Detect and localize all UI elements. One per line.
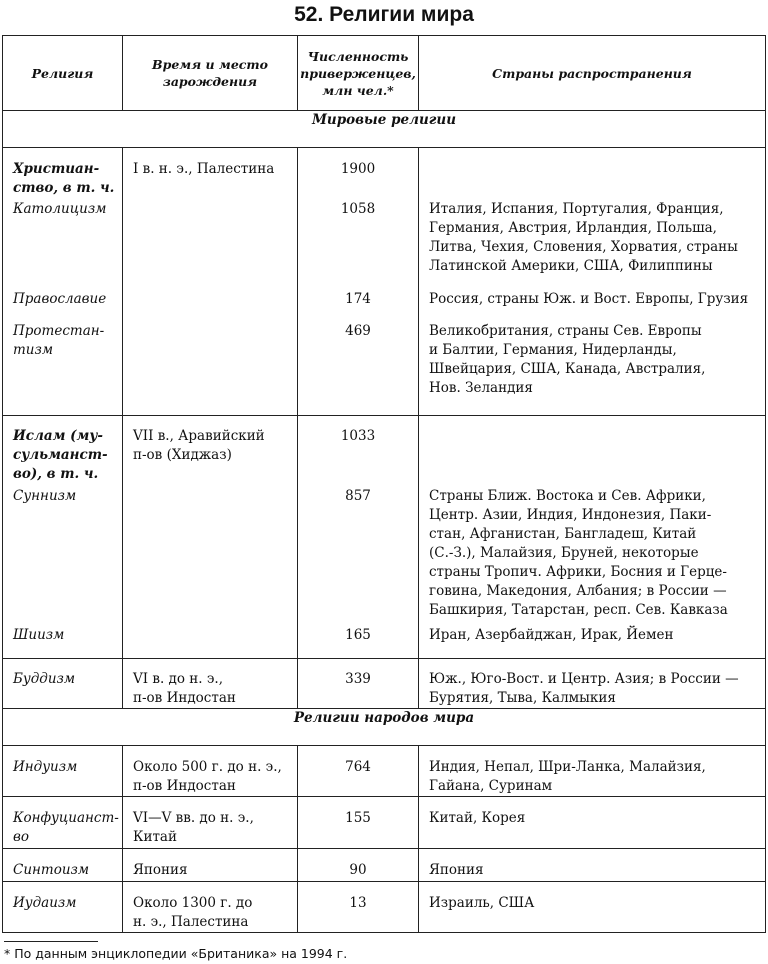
header-followers: Численность приверженцев, млн чел.* (298, 36, 419, 111)
religions-table (2, 35, 766, 933)
countries-cell: Юж., Юго-Вост. и Центр. Азия; в России — Бурятия, Тыва, Калмыкия (429, 671, 739, 706)
origin-cell: I в. н. э., Палестина (133, 161, 275, 177)
footnote: * По данным энциклопедии «Британика» на 1994 г. (4, 946, 348, 961)
section-row-world (3, 111, 766, 148)
origin-cell: VI—V вв. до н. э., Китай (133, 810, 254, 845)
countries-cell: Россия, страны Юж. и Вост. Европы, Грузия (429, 291, 749, 307)
table-row-judaism (3, 882, 766, 933)
followers-cell: 469 (345, 323, 371, 339)
followers-cell: 155 (345, 810, 371, 826)
table-row-christianity (3, 148, 766, 416)
followers-cell: 764 (345, 759, 371, 775)
countries-cell: Иран, Азербайджан, Ирак, Йемен (429, 627, 674, 643)
followers-cell: 1900 (340, 161, 376, 177)
countries-cell: Италия, Испания, Португалия, Франция, Германия, Австрия, Ирландия, Польша, Литва, Чехия, Словения, Хорватия, страны Латинской Америки, США, Филиппины (429, 201, 738, 274)
countries-cell: Япония (429, 862, 484, 878)
origin-cell: Около 500 г. до н. э., п-ов Индостан (133, 759, 282, 794)
religion-name: Синтоизм (13, 862, 90, 878)
followers-cell: 1058 (340, 201, 376, 217)
followers-cell: 857 (345, 488, 371, 504)
page-title: 52. Религии мира (294, 3, 474, 26)
table-row-islam (3, 416, 766, 659)
header-countries: Страны распространения (419, 36, 766, 111)
religion-name: Иудаизм (13, 895, 77, 911)
table-header-row (3, 36, 766, 111)
countries-cell: Страны Ближ. Востока и Сев. Африки, Центр. Азии, Индия, Индонезия, Паки- стан, Афганистан, Бангладеш, Китай (С.-З.), Малайзия, Бруней, некоторые страны Тропич. Африки, Босния и Герце- говина, Македония, Албания; в России — Башкирия, Татарстан, респ. Сев. Кавказа (429, 488, 728, 618)
followers-cell: 90 (349, 862, 367, 878)
footnote-divider (4, 941, 98, 942)
religion-name: Суннизм (13, 488, 77, 504)
table-row-confucianism (3, 797, 766, 849)
countries-cell: Великобритания, страны Сев. Европы и Балтии, Германия, Нидерланды, Швейцария, США, Канада, Австралия, Нов. Зеландия (429, 323, 706, 396)
religion-name: Конфуцианст- во (13, 810, 119, 845)
religion-name: Ислам (му- сульманст- во), в т. ч. (13, 428, 108, 482)
countries-cell: Индия, Непал, Шри-Ланка, Малайзия, Гайана, Суринам (429, 759, 706, 794)
origin-cell: VII в., Аравийский п-ов (Хиджаз) (133, 428, 265, 463)
religion-name: Православие (13, 291, 107, 307)
origin-cell: VI в. до н. э., п-ов Индостан (133, 671, 236, 706)
countries-cell: Китай, Корея (429, 810, 526, 826)
religion-name: Шиизм (13, 627, 65, 643)
table-row-shinto (3, 849, 766, 882)
followers-cell: 13 (349, 895, 367, 911)
header-origin: Время и место зарождения (123, 36, 298, 111)
religion-name: Католицизм (13, 201, 107, 217)
table-row-hinduism (3, 746, 766, 797)
religion-name: Протестан- тизм (13, 323, 105, 358)
countries-cell: Израиль, США (429, 895, 535, 911)
countries-cell (419, 416, 765, 487)
origin-cell: Япония (133, 862, 188, 878)
section-title-world: Мировые религии (3, 111, 766, 148)
header-religion: Религия (3, 36, 123, 111)
religion-name: Индуизм (13, 759, 78, 775)
countries-cell (419, 148, 765, 200)
followers-cell: 174 (345, 291, 371, 307)
origin-cell: Около 1300 г. до н. э., Палестина (133, 895, 253, 930)
section-row-peoples (3, 709, 766, 746)
followers-cell: 339 (345, 671, 371, 687)
religion-name: Христиан- ство, в т. ч. (13, 161, 115, 196)
followers-cell: 165 (345, 627, 371, 643)
table-row-buddhism (3, 659, 766, 709)
followers-cell: 1033 (340, 428, 376, 444)
section-title-peoples: Религии народов мира (3, 709, 766, 746)
religion-name: Буддизм (13, 671, 76, 687)
